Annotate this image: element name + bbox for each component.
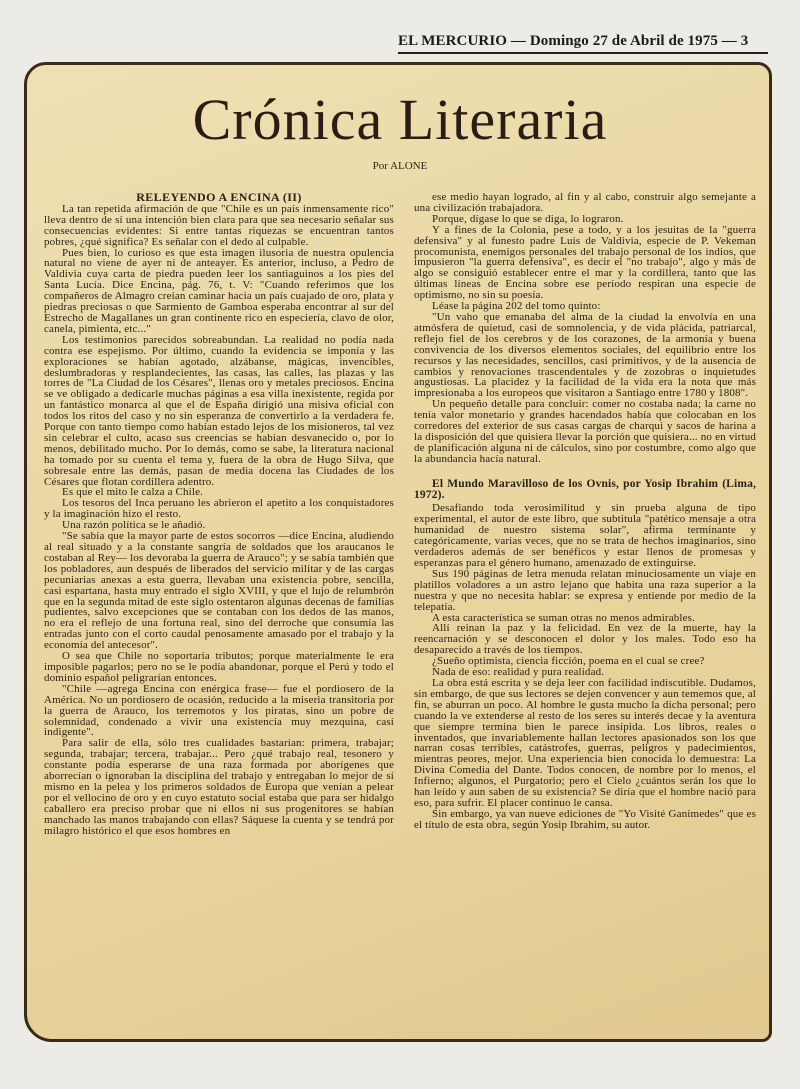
article-paragraph: Porque, dígase lo que se diga, lo lograron. — [432, 212, 624, 225]
article-paragraph: "Se sabía que la mayor parte de estos socorros —dice Encina, aludiendo al real situado y a la constante sangría de soldados que los araucanos le costaban al Rey— los devoraba la guerra de Arauco"; y se sabía también que los pobladores, aun después de liberados del servicio militar y de las cargas pecuniarias anexas a esta guerra, llevaban una existencia pobre, sencilla, casi espartana, hasta muy entrado el siglo XVIII, y que el lujo de relumbrón que en la segunda mitad de este siglo ostentaron algunas decenas de familias pudientes, salvo excepciones que se contaban con los dedos de las manos, no era el reflejo de una fortuna real, sino del derroche que consumía las entradas junto con el corto caudal penosamente amasado por el trabajo y la economía del antecesor". — [44, 530, 394, 652]
paragraph-group — [414, 192, 756, 465]
article-paragraph: Pues bien, lo curioso es que esta imagen ilusoria de nuestra opulencia natural no viene de ayer ni de anteayer. Es anterior, incluso, a Pedro de Valdivia cuya carta de piedra pueden leer los santiaguinos a los pies del Santa Lucía. Dice Encina, pág. 76, t. V: "Cuando referimos que los compañeros de Almagro creían caminar hacia un país cuajado de oro, plata y piedras preciosas o que Sarmiento de Gamboa esperaba encontrar al sur del Estrecho de Magallanes un gran continente rico en especiería, clavo de olor, canela, pimienta, etc..." — [44, 246, 394, 335]
article-paragraph: Desafiando toda verosimilitud y sin prueba alguna de tipo experimental, el autor de este libro, que subtitula "patético mensaje a otra humanidad de nuestro sistema solar", afirma terminante y categóricamente, varias veces, que no se trata de hechos imaginarios, sino verdaderos además de ser benéficos y estar llenos de promesas y esperanzas para el género humano, amenazado de extinguirse. — [414, 502, 756, 569]
article-paragraph: La tan repetida afirmación de que "Chile es un país inmensamente rico" lleva dentro de sí una intención bien clara para que sea necesario señalar sus consecuencias evidentes: Si entre tantas riquezas se encuentran tantos pobres, ¿qué significa? Es señalar con el dedo al culpable. — [44, 202, 394, 248]
article-paragraph: Un pequeño detalle para concluir: comer no costaba nada; la carne no tenía valor monetario y grandes hacendados había que colocaban en los corredores del exterior de sus casas cargas de charqui y sacos de harina a la disposición del que quisiera llevar la porción que quisiera... no en virtud de planificación alguna ni de cálculos, sino por costumbre, como algo que la abundancia hacía natural. — [414, 398, 756, 465]
article-paragraph: Sus 190 páginas de letra menuda relatan minuciosamente un viaje en platillos voladores a un astro lejano que habita una raza superior a la nuestra y que no necesita hablar: se expresa y entiende por medio de la telepatía. — [414, 567, 756, 613]
article-paragraph: Los tesoros del Inca peruano les abrieron el apetito a los conquistadores y la imaginación hizo el resto. — [44, 497, 394, 521]
paragraph-group — [44, 204, 394, 837]
article-column-2 — [414, 192, 756, 1030]
article-paragraph: "Chile —agrega Encina con enérgica frase— fue el pordiosero de la América. No un pordiosero de ocasión, reducido a la miseria transitoria por la guerra de Arauco, los terremotos y los piratas, sino un pobre de solemnidad, condenado a vivir una existencia muy mezquina, casi indigente". — [44, 682, 394, 739]
article-paragraph: Es que el mito le calza a Chile. — [62, 486, 204, 499]
section-heading: RELEYENDO A ENCINA (II) — [136, 192, 302, 204]
article-paragraph: Sin embargo, ya van nueve ediciones de "Yo Visité Ganímedes" que es el título de esta obra, según Yosip Ibrahim, su autor. — [414, 807, 756, 831]
article-byline: Por ALONE — [372, 160, 428, 172]
article-paragraph: Los testimonios parecidos sobreabundan. La realidad no podía nada contra ese espejismo. Por último, cuando la evidencia se imponía y las exploraciones se habían agotado, alzábanse, mágicas, invencibles, deslumbradoras y resplandecientes, las casas, las calles, las plazas y las torres de "La Ciudad de los Césares", llenas oro y metales preciosos. Encina se ve obligado a dedicarle muchas páginas a esa villa inexistente, regida por un fantástico monarca al que el de España dirigió una misiva oficial con todos los ritos del caso y no sin esperanza de convertirlo a la verdadera fe. Porque con tanto tiempo como habían estado lejos de los misioneros, tal vez sin celebrar el culto, acaso sus creencias se habían desvanecido o, por lo menos, debilitado mucho. Por lo demás, como se sabe, la literatura nacional ha tomado por su cuenta el tema y, fuera de la obra de Hugo Silva, que sobresale entre las demás, pasan de media docena las Ciudades de los Césares que flotan cordillera adentro. — [44, 333, 394, 488]
article-paragraph: A esta característica se suman otras no menos admirables. — [432, 611, 695, 624]
article-paragraph: La obra está escrita y se deja leer con facilidad indiscutible. Dudamos, sin embargo, de que sus lectores se dejen convencer y aun tememos que, al fin, se aburran un poco. Al hombre le gusta mucho la dicha personal; pero cuando la ve extenderse al resto de los seres su interés decae y la aventura que siempre termina bien le parece insípida. Los libros, reales o inventados, que invariablemente hallan lectores apasionados son los que narran cosas terribles, catástrofes, guerras, peligros y padecimientos, mientras peores, mejor. Una experiencia bien conocida lo demuestra: La Divina Comedia del Dante. Todos conocen, de nombre por lo menos, el Infierno; algunos, el Purgatorio; pero el Cielo ¿cuántos serán los que lo han leído y aun saben de su existencia? Se diría que el hombre nació para eso, para sufrir. El placer continuo le cansa. — [414, 676, 756, 809]
article-paragraph: Una razón política se le añadió. — [62, 519, 206, 532]
article-paragraph: Allí reinan la paz y la felicidad. En vez de la muerte, hay la reencarnación y se desconocen el dolor y los males. Todo eso ha desaparecido a través de los tiempos. — [414, 622, 756, 657]
article-paragraph: O sea que Chile no soportaría tributos; porque materialmente le era imposible pagarlos; pero no se le podía abandonar, porque el Perú y todo el dominio español peligrarían entonces. — [44, 650, 394, 684]
article-paragraph: Nada de eso: realidad y pura realidad. — [432, 666, 605, 679]
article-paragraph: Y a fines de la Colonia, pese a todo, y a los jesuitas de la "guerra defensiva" y al funesto padre Luis de Valdivia, especie de P. Vekeman procomunista, enemigos personales del trabajo personal de los indios, que impusieron "la guerra defensiva", es decir el "no trabajo", algo y más de algo se consiguió establecer entre el mar y la cordillera, tanto que las últimas líneas de Encina sobre ese período respiran una especie de optimismo, no sin su poesía. — [414, 223, 756, 302]
newspaper-masthead: EL MERCURIO — Domingo 27 de Abril de 1975 — 3 — [398, 33, 768, 54]
article-paragraph: ¿Sueño optimista, ciencia ficción, poema en el cual se cree? — [432, 655, 705, 668]
article-paragraph: "Un vaho que emanaba del alma de la ciudad la envolvía en una atmósfera de quietud, casi de somnolencia, y de vida plácida, patriarcal, reflejo fiel de los cerebros y de los corazones, de la armonía y buena convivencia de los diversos elementos sociales, del equilibrio entre los recursos y las necesidades, sencillos, casi primitivos, y de la ausencia de cambios y renovaciones trascendentales y de zozobras o inquietudes angustiosas. La placidez y la facilidad de la vida era la nota que más impresionaba a los europeos que visitaron a Santiago entre 1780 y 1808". — [414, 310, 756, 400]
article-title: Crónica Literaria — [192, 87, 608, 152]
article-paragraph: ese medio hayan logrado, al fin y al cabo, construir algo semejante a una civilización trabajadora. — [414, 192, 756, 214]
book-review-heading: El Mundo Maravilloso de los Ovnis, por Yosip Ibrahim (Lima, 1972). — [414, 477, 756, 501]
article-paragraph: Léase la página 202 del tomo quinto: — [432, 300, 601, 313]
article-paragraph: Para salir de ella, sólo tres cualidades bastarían: primera, trabajar; segunda, trabajar; tercera, trabajar... Pero ¿qué trabajo real, tesonero y constante podía esperarse de una raza formada por aborígenes que aborrecían o ignoraban la disciplina del trabajo y entregaban lo mejor de sí mismo en la pelea y los primeros soldados de Europa que venían a pelear por el vellocino de oro y en cuyo estatuto social estaba que para ser hidalgo caballero era preciso probar que ni ellos ni sus progenitores se habían manchado las manos trabajando con ellas? Sáquese la cuenta y se tendrá por milagro histórico el que esos hombres en — [44, 737, 394, 837]
article-column-1 — [44, 192, 394, 1030]
paragraph-group — [414, 503, 756, 830]
